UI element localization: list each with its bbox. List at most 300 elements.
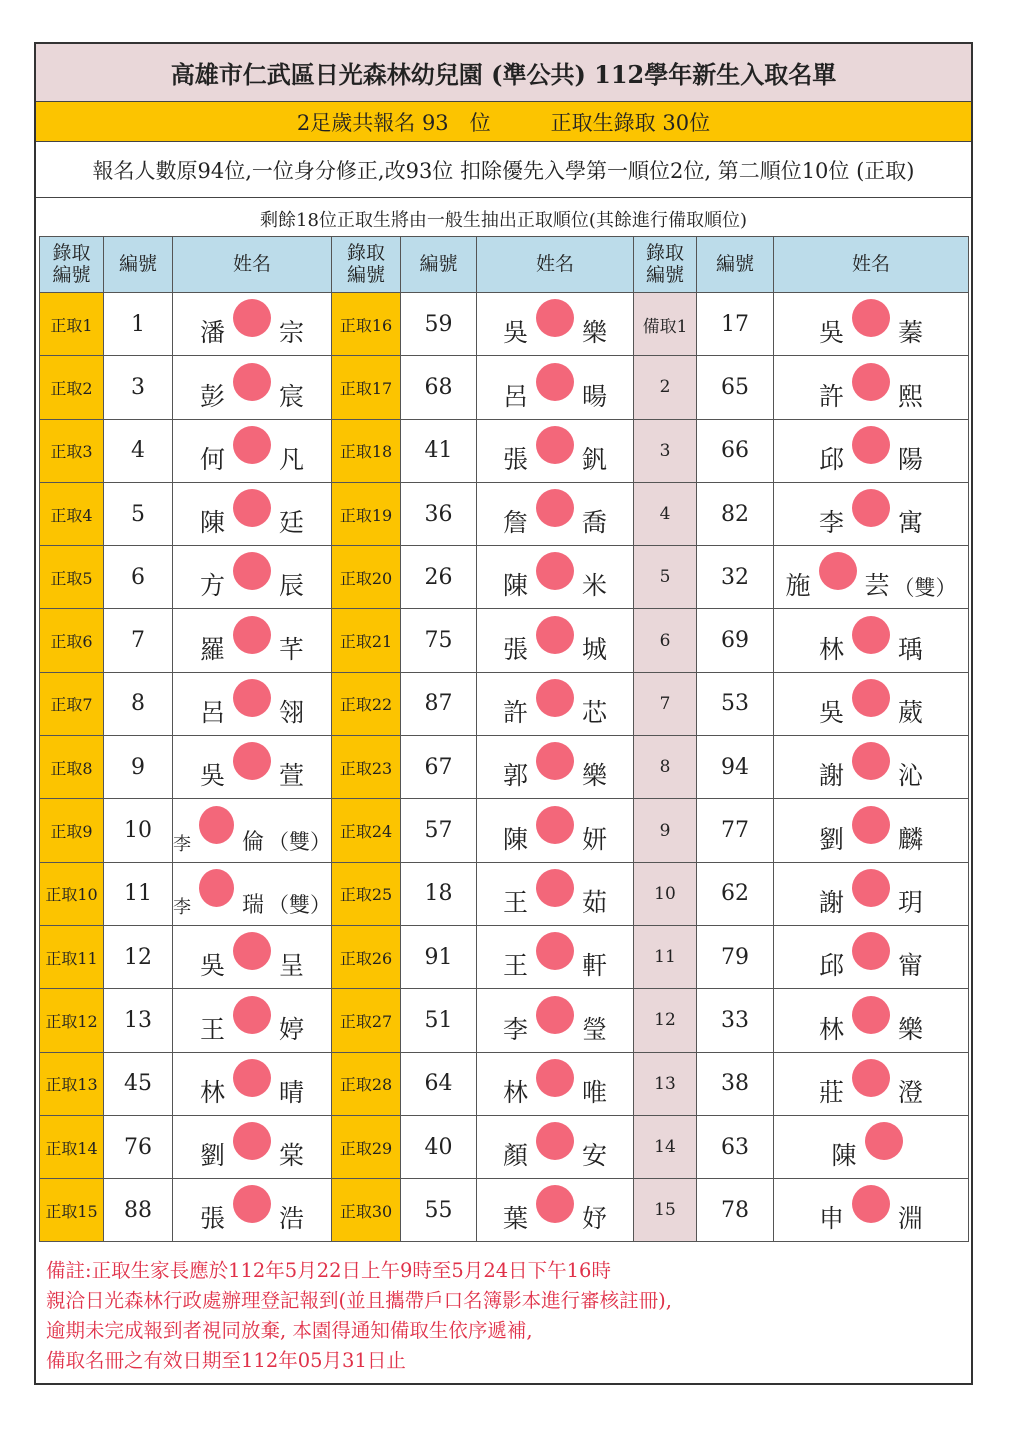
header-number [401, 237, 477, 293]
surname: 莊 [818, 1077, 844, 1107]
applicant-name-cell [173, 356, 332, 419]
rank-cell: 10 [634, 862, 697, 925]
given-name: 凡 [279, 444, 305, 474]
given-name: 呈 [279, 951, 305, 981]
table-row [40, 1179, 969, 1242]
surname: 陳 [502, 571, 528, 601]
surname: 吳 [199, 761, 225, 791]
rank-cell: 2 [634, 356, 697, 419]
applicant-number-cell: 40 [401, 1115, 477, 1178]
surname: 潘 [199, 318, 225, 348]
applicant-name-cell [477, 419, 634, 482]
header-rank [332, 237, 401, 293]
applicant-number-cell: 62 [697, 862, 774, 925]
redaction-dot [536, 869, 574, 907]
applicant-name-cell [774, 989, 969, 1052]
redaction-dot [536, 806, 574, 844]
applicant-name-cell [173, 482, 332, 545]
header-name [173, 237, 332, 293]
surname: 李 [818, 508, 844, 538]
rank-cell: 正取21 [332, 609, 401, 672]
redaction-dot [536, 552, 574, 590]
remark-line: 逾期未完成報到者視同放棄, 本園得通知備取生依序遞補, [46, 1319, 533, 1342]
redaction-dot [852, 1185, 890, 1223]
redaction-dot [536, 1059, 574, 1097]
applicant-name-cell [477, 989, 634, 1052]
surname: 李 [502, 1014, 528, 1044]
redaction-dot [233, 1185, 271, 1223]
rank-cell: 正取27 [332, 989, 401, 1052]
surname: 李 [173, 896, 191, 918]
applicant-number-cell: 3 [104, 356, 173, 419]
surname: 郭 [502, 761, 528, 791]
rank-cell: 正取1 [40, 293, 104, 356]
surname: 陳 [502, 824, 528, 854]
applicant-name-cell [173, 736, 332, 799]
redaction-dot [536, 1185, 574, 1223]
surname: 王 [199, 1014, 225, 1044]
redaction-dot [536, 426, 574, 464]
applicant-name-cell [477, 609, 634, 672]
table-row [40, 736, 969, 799]
surname: 呂 [502, 381, 528, 411]
applicant-number-cell: 1 [104, 293, 173, 356]
applicant-number-cell: 10 [104, 799, 173, 862]
given-name: 安 [582, 1141, 608, 1171]
given-name: 棠 [279, 1141, 305, 1171]
redaction-dot [852, 806, 890, 844]
redaction-dot [233, 742, 271, 780]
surname: 吳 [818, 698, 844, 728]
surname: 林 [818, 634, 844, 664]
redaction-dot [852, 679, 890, 717]
redaction-dot [852, 742, 890, 780]
applicant-number-cell: 87 [401, 672, 477, 735]
enrollment-note-text: 報名人數原94位,一位身分修正,改93位 扣除優先入學第一順位2位, 第二順位10位 (正取) [92, 158, 915, 183]
rank-cell: 3 [634, 419, 697, 482]
applicant-name-cell [173, 925, 332, 988]
applicant-name-cell [173, 799, 332, 862]
surname: 張 [199, 1204, 225, 1234]
table-row [40, 1052, 969, 1115]
redaction-dot [536, 996, 574, 1034]
table-row [40, 609, 969, 672]
given-name: 釩 [582, 444, 608, 474]
applicant-name-cell [774, 546, 969, 609]
applicant-name-cell [173, 293, 332, 356]
header-number-text: 編號 [419, 252, 458, 275]
enrollment-note [36, 142, 971, 198]
given-name: 翎 [279, 698, 305, 728]
redaction-dot [536, 932, 574, 970]
given-name: 澄 [898, 1077, 924, 1107]
surname: 吳 [199, 951, 225, 981]
given-name: 熙 [898, 381, 924, 411]
applicant-name-cell [774, 1115, 969, 1178]
table-row [40, 356, 969, 419]
admission-table [39, 236, 969, 1242]
surname: 邱 [818, 951, 844, 981]
applicant-name-cell [173, 862, 332, 925]
admission-list-sheet [34, 42, 973, 1385]
applicant-number-cell: 68 [401, 356, 477, 419]
surname: 申 [818, 1204, 844, 1234]
surname: 謝 [818, 887, 844, 917]
remark-line: 親洽日光森林行政處辦理登記報到(並且攜帶戶口名簿影本進行審核註冊), [46, 1289, 672, 1312]
header-rank-text: 編號 [645, 263, 684, 286]
applicant-number-cell: 4 [104, 419, 173, 482]
lottery-note-text: 剩餘18位正取生將由一般生抽出正取順位(其餘進行備取順位) [260, 210, 747, 231]
rank-cell: 正取20 [332, 546, 401, 609]
applicant-number-cell: 94 [697, 736, 774, 799]
redaction-dot [852, 616, 890, 654]
rank-cell: 正取2 [40, 356, 104, 419]
applicant-number-cell: 77 [697, 799, 774, 862]
header-name [774, 237, 969, 293]
rank-cell: 正取29 [332, 1115, 401, 1178]
rank-cell: 7 [634, 672, 697, 735]
rank-cell: 備取1 [634, 293, 697, 356]
rank-cell: 15 [634, 1179, 697, 1242]
given-name: 瑀 [898, 634, 924, 664]
given-name: 芸 [864, 571, 890, 601]
rank-cell: 4 [634, 482, 697, 545]
applicant-number-cell: 66 [697, 419, 774, 482]
given-name: 妤 [582, 1204, 608, 1234]
rank-cell: 正取9 [40, 799, 104, 862]
given-name: 芯 [582, 698, 608, 728]
applicant-number-cell: 13 [104, 989, 173, 1052]
applicant-number-cell: 79 [697, 925, 774, 988]
applicant-name-cell [173, 419, 332, 482]
rank-cell: 11 [634, 925, 697, 988]
table-header-row [40, 237, 969, 293]
rank-cell: 13 [634, 1052, 697, 1115]
given-name: 宗 [279, 318, 305, 348]
title-text: 高雄市仁武區日光森林幼兒園 (準公共) 112學年新生入取名單 [170, 60, 837, 89]
applicant-name-cell [774, 1179, 969, 1242]
applicant-name-cell [173, 1115, 332, 1178]
header-rank-text: 編號 [52, 263, 91, 286]
applicant-number-cell: 76 [104, 1115, 173, 1178]
admitted-count: 正取生錄取 30位 [550, 110, 711, 135]
given-name: 婷 [279, 1014, 305, 1044]
rank-cell: 正取5 [40, 546, 104, 609]
table-row [40, 482, 969, 545]
redaction-dot [536, 489, 574, 527]
redaction-dot [233, 1122, 271, 1160]
rank-cell: 正取10 [40, 862, 104, 925]
rank-cell: 12 [634, 989, 697, 1052]
given-name: 浩 [279, 1204, 305, 1234]
redaction-dot [865, 1122, 903, 1160]
applicant-name-cell [477, 1115, 634, 1178]
rank-cell: 5 [634, 546, 697, 609]
applicant-name-cell [173, 546, 332, 609]
table-body [40, 293, 969, 1242]
redaction-dot [536, 1122, 574, 1160]
applicant-number-cell: 59 [401, 293, 477, 356]
applicant-name-cell [774, 862, 969, 925]
rank-cell: 正取28 [332, 1052, 401, 1115]
applicant-number-cell: 91 [401, 925, 477, 988]
applicant-number-cell: 8 [104, 672, 173, 735]
redaction-dot [233, 679, 271, 717]
applicant-name-cell [477, 736, 634, 799]
given-name: 辰 [279, 571, 305, 601]
applicant-name-cell [774, 736, 969, 799]
surname: 吳 [818, 318, 844, 348]
surname: 施 [785, 571, 811, 601]
given-name: 暘 [582, 381, 608, 411]
surname: 王 [502, 887, 528, 917]
surname: 劉 [199, 1141, 225, 1171]
remarks-block [46, 1256, 946, 1376]
twin-mark: （雙） [268, 829, 331, 854]
rank-cell: 正取8 [40, 736, 104, 799]
remark-line: 備註:正取生家長應於112年5月22日上午9時至5月24日下午16時 [46, 1259, 611, 1282]
applicant-name-cell [774, 672, 969, 735]
surname: 呂 [199, 698, 225, 728]
table-row [40, 293, 969, 356]
applicant-name-cell [774, 1052, 969, 1115]
rank-cell: 正取13 [40, 1052, 104, 1115]
rank-cell: 正取18 [332, 419, 401, 482]
header-rank [634, 237, 697, 293]
given-name: 樂 [582, 761, 608, 791]
header-number [104, 237, 173, 293]
rank-cell: 6 [634, 609, 697, 672]
applicant-name-cell [774, 609, 969, 672]
surname: 林 [502, 1077, 528, 1107]
table-row [40, 672, 969, 735]
table-row [40, 419, 969, 482]
header-name [477, 237, 634, 293]
applicant-number-cell: 32 [697, 546, 774, 609]
applicant-name-cell [774, 799, 969, 862]
given-name: 樂 [582, 318, 608, 348]
applicant-number-cell: 69 [697, 609, 774, 672]
rank-cell: 9 [634, 799, 697, 862]
applicant-number-cell: 17 [697, 293, 774, 356]
surname: 林 [818, 1014, 844, 1044]
applicant-number-cell: 63 [697, 1115, 774, 1178]
twin-mark: （雙） [893, 576, 957, 601]
applicant-name-cell [477, 482, 634, 545]
redaction-dot [233, 616, 271, 654]
surname: 劉 [818, 824, 844, 854]
rank-cell: 正取11 [40, 925, 104, 988]
given-name: 蓁 [898, 318, 924, 348]
redaction-dot [233, 552, 271, 590]
header-number-text: 編號 [118, 252, 157, 275]
table-row [40, 989, 969, 1052]
redaction-dot [233, 363, 271, 401]
surname: 羅 [199, 634, 225, 664]
rank-cell: 正取22 [332, 672, 401, 735]
surname: 陳 [831, 1141, 857, 1171]
redaction-dot [233, 299, 271, 337]
given-name: 米 [582, 571, 608, 601]
applicant-name-cell [774, 356, 969, 419]
given-name: 瑩 [582, 1014, 608, 1044]
applicant-number-cell: 51 [401, 989, 477, 1052]
applicant-number-cell: 64 [401, 1052, 477, 1115]
rank-cell: 正取30 [332, 1179, 401, 1242]
surname: 許 [818, 381, 844, 411]
surname: 方 [199, 571, 225, 601]
applicant-name-cell [173, 672, 332, 735]
applicant-name-cell [774, 482, 969, 545]
applicant-number-cell: 5 [104, 482, 173, 545]
header-rank-text: 錄取 [645, 241, 684, 264]
table-row [40, 799, 969, 862]
redaction-dot [536, 363, 574, 401]
surname: 張 [502, 444, 528, 474]
given-name: 唯 [582, 1077, 608, 1107]
surname: 葉 [502, 1204, 528, 1234]
given-name: 宸 [279, 381, 305, 411]
header-rank-text: 錄取 [346, 241, 385, 264]
surname: 吳 [502, 318, 528, 348]
given-name: 城 [582, 634, 608, 664]
applicant-name-cell [477, 862, 634, 925]
applicant-number-cell: 53 [697, 672, 774, 735]
applicant-number-cell: 36 [401, 482, 477, 545]
header-rank-text: 編號 [346, 263, 385, 286]
redaction-dot [852, 932, 890, 970]
redaction-dot [233, 932, 271, 970]
applicant-name-cell [477, 356, 634, 419]
surname: 王 [502, 951, 528, 981]
redaction-dot [852, 489, 890, 527]
rank-cell: 正取15 [40, 1179, 104, 1242]
given-name: 寓 [898, 508, 924, 538]
given-name: 沁 [898, 761, 924, 791]
summary-banner [36, 102, 971, 142]
applicant-number-cell: 38 [697, 1052, 774, 1115]
rank-cell: 正取12 [40, 989, 104, 1052]
applicant-number-cell: 88 [104, 1179, 173, 1242]
surname: 林 [199, 1077, 225, 1107]
redaction-dot [536, 299, 574, 337]
header-name-text: 姓名 [851, 252, 890, 275]
given-name: 廷 [279, 508, 305, 538]
surname: 謝 [818, 761, 844, 791]
applicant-name-cell [477, 546, 634, 609]
applicant-name-cell [477, 1052, 634, 1115]
header-name-text: 姓名 [232, 252, 271, 275]
redaction-dot [852, 299, 890, 337]
redaction-dot [199, 806, 234, 844]
applicant-name-cell [477, 672, 634, 735]
redaction-dot [233, 996, 271, 1034]
header-rank-text: 錄取 [52, 241, 91, 264]
given-name: 妍 [582, 824, 608, 854]
rank-cell: 正取16 [332, 293, 401, 356]
applicant-number-cell: 65 [697, 356, 774, 419]
surname: 陳 [199, 508, 225, 538]
applicant-name-cell [173, 1179, 332, 1242]
surname: 何 [199, 444, 225, 474]
applicant-number-cell: 12 [104, 925, 173, 988]
rank-cell: 正取26 [332, 925, 401, 988]
applicant-number-cell: 82 [697, 482, 774, 545]
table-row [40, 862, 969, 925]
applicant-number-cell: 6 [104, 546, 173, 609]
rank-cell: 正取19 [332, 482, 401, 545]
surname: 彭 [199, 381, 225, 411]
remark-line: 備取名冊之有效日期至112年05月31日止 [46, 1349, 406, 1372]
redaction-dot [233, 489, 271, 527]
given-name: 陽 [898, 444, 924, 474]
given-name: 葳 [898, 698, 924, 728]
given-name: 晴 [279, 1077, 305, 1107]
given-name: 喬 [582, 508, 608, 538]
rank-cell: 正取24 [332, 799, 401, 862]
rank-cell: 正取4 [40, 482, 104, 545]
applicant-number-cell: 67 [401, 736, 477, 799]
rank-cell: 正取17 [332, 356, 401, 419]
applicant-name-cell [173, 989, 332, 1052]
applicant-number-cell: 11 [104, 862, 173, 925]
redaction-dot [233, 426, 271, 464]
given-name: 倫 [241, 829, 264, 855]
applicant-number-cell: 75 [401, 609, 477, 672]
applicant-name-cell [774, 419, 969, 482]
redaction-dot [852, 869, 890, 907]
surname: 許 [502, 698, 528, 728]
header-name-text: 姓名 [535, 252, 574, 275]
applicant-name-cell [477, 799, 634, 862]
header-number-text: 編號 [715, 252, 754, 275]
rank-cell: 正取6 [40, 609, 104, 672]
rank-cell: 正取7 [40, 672, 104, 735]
given-name: 樂 [898, 1014, 924, 1044]
given-name: 甯 [898, 951, 924, 981]
redaction-dot [852, 363, 890, 401]
given-name: 瑞 [241, 892, 264, 918]
applicant-number-cell: 9 [104, 736, 173, 799]
applicant-name-cell [477, 925, 634, 988]
redaction-dot [536, 616, 574, 654]
given-name: 萱 [279, 761, 305, 791]
redaction-dot [199, 869, 234, 907]
applicant-number-cell: 45 [104, 1052, 173, 1115]
rank-cell: 正取3 [40, 419, 104, 482]
applicant-name-cell [774, 925, 969, 988]
redaction-dot [536, 742, 574, 780]
table-row [40, 925, 969, 988]
header-number [697, 237, 774, 293]
header-rank [40, 237, 104, 293]
page-title [36, 44, 971, 102]
lottery-note [36, 198, 971, 236]
table-row [40, 546, 969, 609]
registration-count: 2足歲共報名 93 位 [296, 110, 491, 135]
applicant-name-cell [477, 293, 634, 356]
given-name: 芊 [279, 634, 305, 664]
applicant-number-cell: 18 [401, 862, 477, 925]
surname: 顏 [502, 1141, 528, 1171]
applicant-number-cell: 41 [401, 419, 477, 482]
twin-mark: （雙） [268, 892, 331, 917]
rank-cell: 14 [634, 1115, 697, 1178]
redaction-dot [852, 996, 890, 1034]
given-name: 淵 [898, 1204, 924, 1234]
applicant-name-cell [173, 1052, 332, 1115]
given-name: 麟 [898, 824, 924, 854]
